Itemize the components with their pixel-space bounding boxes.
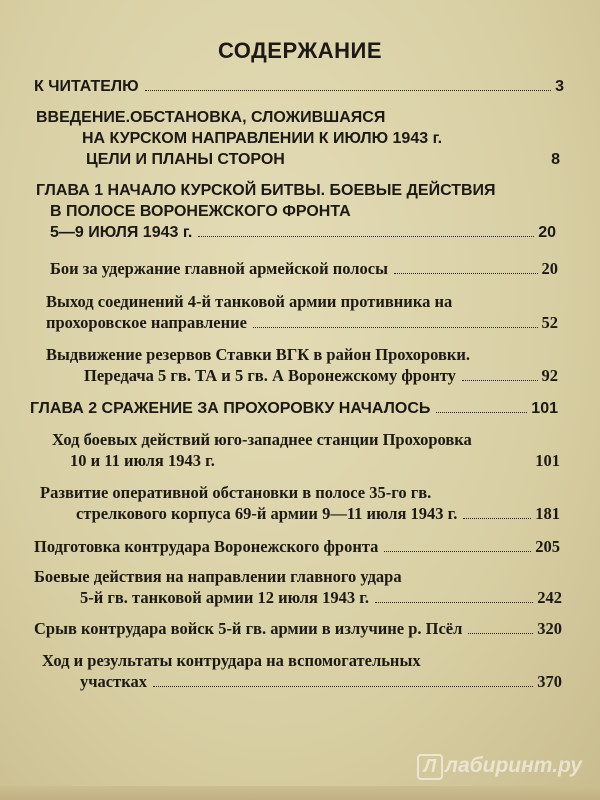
leader-dots [384, 551, 531, 552]
page-number: 52 [541, 313, 558, 332]
watermark-text: лабиринт.ру [444, 754, 582, 777]
leader-dots [198, 236, 534, 237]
toc-entry [30, 398, 558, 419]
page-number: 370 [537, 672, 562, 691]
toc-line: Срыв контрудара войск 5-й гв. армии в излучине р. Псёл [34, 619, 463, 638]
toc-entry [34, 536, 560, 557]
page-number: 101 [535, 451, 560, 470]
page-number: 3 [555, 78, 564, 95]
toc-entry [34, 618, 562, 639]
toc-line: Ход боевых действий юго-западнее станции Прохоровка [52, 430, 472, 449]
toc-entry [34, 566, 562, 608]
toc-line: ЦЕЛИ И ПЛАНЫ СТОРОН [86, 151, 285, 168]
leader-dots [463, 518, 531, 519]
page-bottom-edge [0, 786, 600, 800]
toc-line: 5-й гв. танковой армии 12 июля 1943 г. [80, 588, 369, 607]
page-number: 20 [541, 259, 558, 278]
leader-dots [375, 602, 533, 603]
page-number: 101 [531, 400, 558, 417]
leader-dots [153, 686, 533, 687]
toc-entry [40, 482, 560, 524]
toc-entry [34, 76, 564, 97]
page-number: 242 [537, 588, 562, 607]
toc-line: участках [80, 672, 147, 691]
leader-dots [436, 412, 527, 413]
page-title: СОДЕРЖАНИЕ [217, 38, 383, 63]
toc-line: Подготовка контрудара Воронежского фронта [34, 537, 379, 556]
toc-entry [36, 180, 556, 243]
toc-line: Бои за удержание главной армейской полосы [50, 259, 388, 278]
toc-line: Ход и результаты контрудара на вспомогательных [42, 651, 421, 670]
leader-dots [462, 380, 538, 381]
toc-line: Боевые действия на направлении главного удара [34, 567, 402, 586]
toc-line: прохоровское направление [46, 313, 247, 332]
leader-dots [394, 273, 538, 274]
toc-line: стрелкового корпуса 69-й армии 9—11 июля 1943 г. [76, 504, 458, 523]
page-number: 20 [538, 224, 556, 241]
leader-dots [145, 90, 551, 91]
leader-dots [253, 327, 538, 328]
labirint-logo-icon: Л [417, 754, 443, 780]
toc-line: ГЛАВА 2 СРАЖЕНИЕ ЗА ПРОХОРОВКУ НАЧАЛОСЬ [30, 400, 431, 417]
toc-line: Передача 5 гв. ТА и 5 гв. А Воронежскому фронту [84, 366, 456, 385]
toc-line: 5—9 ИЮЛЯ 1943 г. [50, 224, 193, 241]
page-number: 8 [551, 151, 560, 168]
toc-entry [46, 291, 558, 333]
toc-entry [42, 650, 562, 692]
toc-entry [52, 429, 560, 471]
page-number: 320 [537, 619, 562, 638]
toc-line: К ЧИТАТЕЛЮ [34, 78, 139, 95]
toc-line: Выдвижение резервов Ставки ВГК в район Прохоровки. [46, 345, 471, 364]
toc-entry [46, 344, 558, 386]
toc-line: ГЛАВА 1 НАЧАЛО КУРСКОЙ БИТВЫ. БОЕВЫЕ ДЕЙСТВИЯ [36, 182, 496, 199]
page-number: 205 [535, 537, 560, 556]
page-number: 181 [535, 504, 560, 523]
toc-line: ВВЕДЕНИЕ.ОБСТАНОВКА, СЛОЖИВШАЯСЯ [36, 109, 386, 126]
leader-dots [468, 633, 533, 634]
toc-line: Развитие оперативной обстановки в полосе 35-го гв. [40, 483, 432, 502]
toc-line: В ПОЛОСЕ ВОРОНЕЖСКОГО ФРОНТА [50, 203, 351, 220]
toc-entry [36, 107, 560, 170]
toc-entry [50, 258, 558, 279]
toc-line: НА КУРСКОМ НАПРАВЛЕНИИ К ИЮЛЮ 1943 г. [82, 130, 443, 147]
toc-line: Выход соединений 4-й танковой армии противника на [46, 292, 453, 311]
site-watermark [417, 754, 582, 780]
page-number: 92 [541, 366, 558, 385]
toc-line: 10 и 11 июля 1943 г. [70, 451, 215, 470]
